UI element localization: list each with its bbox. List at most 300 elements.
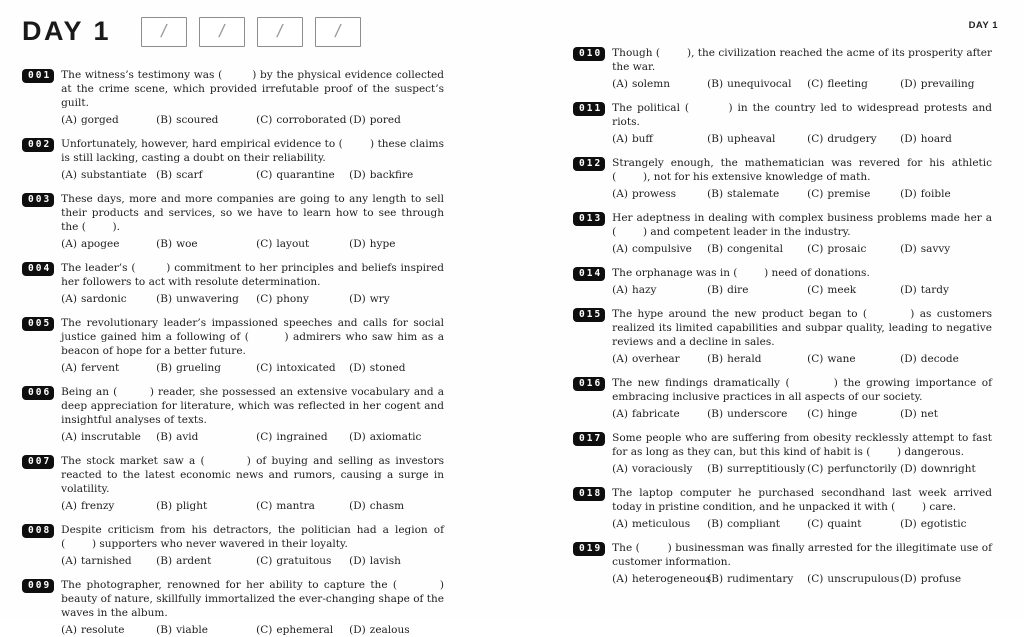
option-label: (D): [349, 169, 366, 181]
option-label: (D): [349, 293, 366, 305]
option: [156, 168, 256, 182]
option-word: prowess: [631, 188, 676, 200]
options-row: [612, 462, 992, 476]
option-label: (C): [256, 431, 273, 443]
question-text: These days, more and more companies are going to any length to sell their products and services, so we have to learn how to see through the ( ).: [61, 193, 444, 233]
option-label: (B): [156, 500, 173, 512]
option-label: (B): [156, 238, 173, 250]
option-label: (A): [61, 500, 77, 512]
option-label: (A): [61, 555, 77, 567]
question-number-badge: 014: [573, 267, 605, 281]
option-word: prevailing: [920, 78, 975, 90]
option: [900, 352, 992, 366]
question: [22, 316, 444, 375]
option-word: premise: [827, 188, 871, 200]
question-body: [612, 156, 992, 201]
question: [573, 266, 992, 297]
option-label: (B): [707, 518, 724, 530]
option-label: (C): [807, 353, 824, 365]
option-label: (D): [349, 431, 366, 443]
option-label: (B): [707, 188, 724, 200]
option-word: ephemeral: [276, 624, 334, 636]
option: [612, 132, 707, 146]
option-label: (D): [349, 238, 366, 250]
option-label: (C): [807, 408, 824, 420]
option: [256, 623, 349, 637]
question-text: Strangely enough, the mathematician was revered for his athletic ( ), not for his extensive knowledge of math.: [612, 157, 992, 183]
option: [256, 554, 349, 568]
question: [22, 192, 444, 251]
question-body: [612, 46, 992, 91]
option: [707, 517, 807, 531]
option-label: (C): [807, 188, 824, 200]
option-label: (B): [156, 293, 173, 305]
option-label: (C): [256, 362, 273, 374]
option-label: (C): [807, 284, 824, 296]
option-word: solemn: [631, 78, 670, 90]
option-word: quaint: [827, 518, 862, 530]
option-label: (A): [612, 353, 628, 365]
option-label: (B): [707, 243, 724, 255]
option-word: axiomatic: [369, 431, 422, 443]
option: [807, 462, 900, 476]
option-label: (A): [61, 362, 77, 374]
slash-mark: /: [217, 20, 227, 42]
option-word: fabricate: [631, 408, 680, 420]
option-label: (C): [807, 573, 824, 585]
options-row: [612, 407, 992, 421]
option-label: (B): [707, 573, 724, 585]
day-header: [22, 16, 444, 47]
question-text: Unfortunately, however, hard empirical evidence to ( ) these claims is still lacking, casting a doubt on their reliability.: [61, 138, 444, 164]
option: [612, 77, 707, 91]
option-label: (C): [807, 133, 824, 145]
option: [707, 352, 807, 366]
option: [612, 572, 712, 586]
option-word: quarantine: [276, 169, 335, 181]
option: [612, 242, 707, 256]
options-row: [61, 499, 444, 513]
option-label: (B): [707, 463, 724, 475]
question-number-badge: 018: [573, 487, 605, 501]
option-label: (B): [707, 353, 724, 365]
option-word: profuse: [920, 573, 962, 585]
options-row: [61, 168, 444, 182]
question: [573, 307, 992, 366]
option-word: tarnished: [80, 555, 132, 567]
option-word: meticulous: [631, 518, 691, 530]
option: [61, 168, 156, 182]
question: [573, 46, 992, 91]
question-body: [61, 192, 444, 251]
option: [156, 623, 256, 637]
option-label: (C): [256, 114, 273, 126]
option-word: frenzy: [80, 500, 115, 512]
option-label: (B): [707, 408, 724, 420]
question-body: [61, 454, 444, 513]
option-label: (D): [900, 353, 917, 365]
question-body: [61, 68, 444, 127]
question: [573, 211, 992, 256]
question-text: The orphanage was in ( ) need of donations.: [612, 267, 870, 279]
options-row: [61, 113, 444, 127]
option-word: herald: [727, 353, 762, 365]
question-text: The revolutionary leader’s impassioned speeches and calls for social justice gained him a following of ( ) admirers who saw him as a beacon of hope for a better future.: [61, 317, 444, 357]
options-row: [612, 517, 992, 531]
option-word: resolute: [80, 624, 125, 636]
option: [61, 430, 156, 444]
options-row: [61, 430, 444, 444]
question-text: Her adeptness in dealing with complex business problems made her a ( ) and competent leader in the industry.: [612, 212, 992, 238]
question: [573, 541, 992, 586]
question: [22, 385, 444, 444]
question-number-badge: 017: [573, 432, 605, 446]
option: [707, 462, 807, 476]
option-label: (C): [807, 78, 824, 90]
option-label: (D): [900, 408, 917, 420]
option-word: scarf: [176, 169, 203, 181]
question-body: [612, 431, 992, 476]
question-text: The leader’s ( ) commitment to her principles and beliefs inspired her followers to act with resolute determination.: [61, 262, 444, 288]
option-label: (A): [61, 169, 77, 181]
options-row: [612, 77, 992, 91]
question-list-right: [573, 46, 992, 586]
question: [573, 101, 992, 146]
question-text: The witness’s testimony was ( ) by the physical evidence collected at the crime scene, which provided irrefutable proof of the suspect’s guilt.: [61, 69, 444, 109]
options-row: [61, 237, 444, 251]
option-word: surreptitiously: [727, 463, 806, 475]
option: [900, 242, 992, 256]
option-label: (D): [349, 114, 366, 126]
option-word: hazy: [631, 284, 657, 296]
option-label: (D): [900, 463, 917, 475]
option-label: (D): [349, 624, 366, 636]
question-text: The photographer, renowned for her ability to capture the ( ) beauty of nature, skillfully immortalized the ever-changing shape of the waves in the album.: [61, 579, 444, 619]
option-word: unscrupulous: [827, 573, 900, 585]
question-body: [61, 316, 444, 375]
option-label: (A): [612, 518, 628, 530]
option: [349, 430, 444, 444]
option: [707, 407, 807, 421]
page-right: [512, 0, 1024, 619]
option-label: (B): [156, 169, 173, 181]
question-text: The laptop computer he purchased secondhand last week arrived today in pristine condition, and he unpacked it with ( ) care.: [612, 487, 992, 513]
question-body: [612, 211, 992, 256]
question-list-left: [22, 68, 444, 637]
question-text: The ( ) businessman was finally arrested for the illegitimate use of customer information.: [612, 542, 992, 568]
question-number-badge: 003: [22, 193, 54, 207]
question-text: The hype around the new product began to ( ) as customers realized its limited capabilities and subpar quality, leading to negative reviews and a decline in sales.: [612, 308, 992, 348]
option: [156, 361, 256, 375]
question-body: [61, 385, 444, 444]
option-word: drudgery: [827, 133, 877, 145]
option-word: upheaval: [727, 133, 776, 145]
option: [349, 292, 444, 306]
option-word: sardonic: [80, 293, 127, 305]
question-body: [61, 578, 444, 637]
option: [900, 572, 992, 586]
option-word: ingrained: [276, 431, 328, 443]
option-word: egotistic: [920, 518, 967, 530]
option-label: (A): [612, 284, 628, 296]
option-word: decode: [920, 353, 959, 365]
option-label: (C): [256, 555, 273, 567]
option: [256, 113, 349, 127]
option: [707, 572, 807, 586]
option: [349, 623, 444, 637]
option-label: (C): [256, 169, 273, 181]
option-word: compulsive: [631, 243, 692, 255]
question-body: [612, 541, 992, 586]
option-word: phony: [276, 293, 309, 305]
option: [900, 407, 992, 421]
option-label: (B): [156, 362, 173, 374]
option-word: hype: [369, 238, 396, 250]
option-label: (D): [900, 284, 917, 296]
option-label: (D): [900, 188, 917, 200]
option-label: (B): [707, 284, 724, 296]
question-text: The new findings dramatically ( ) the growing importance of embracing inclusive practices in all aspects of our society.: [612, 377, 992, 403]
option: [807, 132, 900, 146]
options-row: [61, 623, 444, 637]
option-word: grueling: [176, 362, 222, 374]
option-label: (A): [612, 408, 628, 420]
option: [807, 283, 900, 297]
option: [61, 237, 156, 251]
question: [22, 578, 444, 637]
option-label: (A): [61, 431, 77, 443]
option-label: (D): [900, 78, 917, 90]
option-word: unwavering: [176, 293, 239, 305]
option: [612, 407, 707, 421]
option-word: viable: [176, 624, 208, 636]
option: [612, 517, 707, 531]
option-label: (A): [612, 243, 628, 255]
page-left: [0, 0, 512, 636]
options-row: [612, 572, 992, 586]
question-number-badge: 010: [573, 47, 605, 61]
question-number-badge: 011: [573, 102, 605, 116]
question: [573, 486, 992, 531]
option-label: (D): [900, 243, 917, 255]
question: [573, 431, 992, 476]
option-word: fervent: [80, 362, 120, 374]
option-label: (C): [256, 238, 273, 250]
option: [807, 77, 900, 91]
option: [612, 187, 707, 201]
option-word: intoxicated: [276, 362, 336, 374]
option: [349, 113, 444, 127]
option-label: (D): [349, 555, 366, 567]
question-number-badge: 007: [22, 455, 54, 469]
option-word: perfunctorily: [827, 463, 897, 475]
option-word: wry: [369, 293, 390, 305]
option-word: apogee: [80, 238, 120, 250]
question: [22, 523, 444, 568]
question-number-badge: 012: [573, 157, 605, 171]
option-label: (D): [349, 362, 366, 374]
option-label: (C): [256, 500, 273, 512]
date-box: [257, 17, 303, 47]
option-label: (D): [900, 133, 917, 145]
option: [256, 168, 349, 182]
option-word: buff: [631, 133, 653, 145]
option-label: (B): [156, 431, 173, 443]
options-row: [61, 292, 444, 306]
option-word: hoard: [920, 133, 952, 145]
option-word: downright: [920, 463, 976, 475]
option: [707, 187, 807, 201]
question-body: [61, 523, 444, 568]
question-text: The stock market saw a ( ) of buying and selling as investors reacted to the latest economic news and rumors, causing a surge in volatility.: [61, 455, 444, 495]
option-word: substantiate: [80, 169, 147, 181]
option: [61, 499, 156, 513]
slash-mark: /: [159, 20, 169, 42]
option-word: tardy: [920, 284, 949, 296]
slash-mark: /: [275, 20, 285, 42]
option-word: corroborated: [276, 114, 347, 126]
option: [807, 187, 900, 201]
option: [900, 77, 992, 91]
option: [707, 283, 807, 297]
option-word: unequivocal: [727, 78, 792, 90]
option: [156, 237, 256, 251]
option-word: inscrutable: [80, 431, 141, 443]
option-label: (A): [612, 188, 628, 200]
question-number-badge: 006: [22, 386, 54, 400]
option-label: (B): [707, 133, 724, 145]
question-body: [61, 137, 444, 182]
option: [807, 517, 900, 531]
option-word: dire: [727, 284, 749, 296]
option: [61, 113, 156, 127]
option: [256, 292, 349, 306]
option: [807, 407, 900, 421]
question: [22, 261, 444, 306]
option-word: plight: [176, 500, 208, 512]
option-word: backfire: [369, 169, 414, 181]
option-word: layout: [276, 238, 310, 250]
option-label: (B): [156, 114, 173, 126]
option-word: zealous: [369, 624, 410, 636]
option: [61, 623, 156, 637]
option-label: (D): [900, 518, 917, 530]
option: [61, 554, 156, 568]
option-word: lavish: [369, 555, 401, 567]
option: [900, 187, 992, 201]
option-word: congenital: [727, 243, 783, 255]
option: [349, 554, 444, 568]
slash-mark: /: [333, 20, 343, 42]
question-number-badge: 015: [573, 308, 605, 322]
options-row: [612, 283, 992, 297]
options-row: [612, 187, 992, 201]
option-label: (A): [61, 238, 77, 250]
question-text: Some people who are suffering from obesity recklessly attempt to fast for as long as they can, but this kind of habit is ( ) dangerous.: [612, 432, 992, 458]
date-box: [315, 17, 361, 47]
question: [22, 454, 444, 513]
options-row: [61, 554, 444, 568]
question-body: [612, 376, 992, 421]
question-number-badge: 005: [22, 317, 54, 331]
date-box: [199, 17, 245, 47]
option-word: chasm: [369, 500, 405, 512]
option-word: ardent: [176, 555, 212, 567]
option-label: (B): [707, 78, 724, 90]
option: [61, 361, 156, 375]
option: [256, 361, 349, 375]
option-label: (A): [61, 624, 77, 636]
option-word: stoned: [369, 362, 406, 374]
option-word: prosaic: [827, 243, 867, 255]
option-word: pored: [369, 114, 401, 126]
option-label: (A): [612, 133, 628, 145]
question-body: [612, 307, 992, 366]
question-number-badge: 013: [573, 212, 605, 226]
option-label: (C): [256, 293, 273, 305]
option-word: rudimentary: [727, 573, 794, 585]
question-number-badge: 008: [22, 524, 54, 538]
question-number-badge: 004: [22, 262, 54, 276]
question-body: [612, 266, 992, 297]
option: [156, 292, 256, 306]
option-word: overhear: [631, 353, 680, 365]
day-title: DAY 1: [22, 16, 112, 46]
option-word: wane: [827, 353, 856, 365]
option: [612, 283, 707, 297]
options-row: [612, 132, 992, 146]
option-label: (C): [807, 463, 824, 475]
option: [900, 462, 992, 476]
option-word: hinge: [827, 408, 858, 420]
question: [573, 156, 992, 201]
option: [707, 242, 807, 256]
question-number-badge: 009: [22, 579, 54, 593]
option-word: savvy: [920, 243, 951, 255]
option: [900, 283, 992, 297]
question-body: [612, 486, 992, 531]
options-row: [612, 352, 992, 366]
option: [807, 352, 900, 366]
question-body: [61, 261, 444, 306]
option-label: (B): [156, 624, 173, 636]
option-word: stalemate: [727, 188, 780, 200]
question-text: Despite criticism from his detractors, the politician had a legion of ( ) supporters who never wavered in their loyalty.: [61, 524, 444, 550]
option-label: (A): [61, 293, 77, 305]
option: [807, 242, 900, 256]
question: [573, 376, 992, 421]
question-number-badge: 001: [22, 69, 54, 83]
option-label: (A): [612, 463, 628, 475]
option: [256, 430, 349, 444]
option: [900, 132, 992, 146]
option: [156, 430, 256, 444]
option-word: heterogeneous: [631, 573, 712, 585]
option-label: (A): [61, 114, 77, 126]
question-number-badge: 019: [573, 542, 605, 556]
question-number-badge: 002: [22, 138, 54, 152]
option-label: (C): [807, 243, 824, 255]
option-word: underscore: [727, 408, 788, 420]
option: [707, 132, 807, 146]
option-word: gratuitous: [276, 555, 332, 567]
question-text: The political ( ) in the country led to widespread protests and riots.: [612, 102, 992, 128]
page-corner-label: DAY 1: [968, 20, 998, 31]
date-box: [141, 17, 187, 47]
option: [61, 292, 156, 306]
option-label: (C): [807, 518, 824, 530]
option: [349, 361, 444, 375]
